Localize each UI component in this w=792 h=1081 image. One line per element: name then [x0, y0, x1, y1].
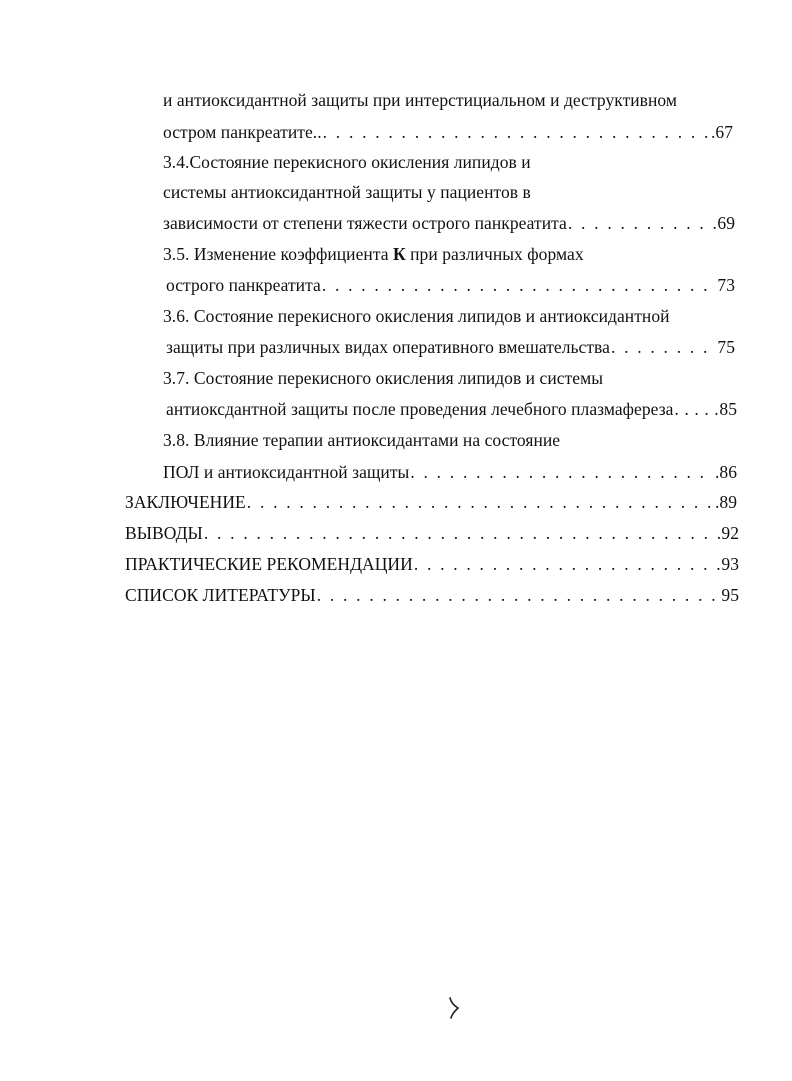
toc-page-number: .89 — [714, 492, 737, 512]
toc-entry-text: 3.7. Состояние перекисного окисления липидов и системы — [163, 368, 604, 388]
toc-entry-chapter — [125, 522, 739, 544]
toc-entry-text: ПРАКТИЧЕСКИЕ РЕКОМЕНДАЦИИ — [125, 554, 413, 574]
toc-page-number: 92 — [721, 523, 739, 543]
toc-entry-text: СПИСОК ЛИТЕРАТУРЫ — [125, 585, 316, 605]
toc-entry-text-start: 3.5. Изменение коэффициента — [163, 244, 393, 264]
toc-entry-chapter — [125, 553, 739, 575]
toc-entry-text: острого панкреатита — [166, 275, 321, 295]
toc-leader-dots — [317, 584, 721, 606]
toc-page-number: 85 — [719, 399, 737, 419]
toc-leader-dots — [410, 461, 714, 483]
toc-entry-text: 3.4.Состояние перекисного окисления липидов и — [163, 152, 531, 172]
toc-page-number: .86 — [714, 462, 737, 482]
toc-line-heading — [163, 367, 603, 389]
toc-entry-text: и антиоксидантной защиты при интерстициальном и деструктивном — [163, 90, 678, 110]
toc-entry-text: антиоксдантной защиты после проведения лечебного плазмафереза — [166, 399, 674, 419]
toc-entry-chapter — [125, 584, 739, 606]
toc-line-continuation — [163, 181, 531, 203]
toc-page-number: 69 — [717, 213, 735, 233]
toc-leader-dots — [322, 274, 717, 296]
toc-entry — [163, 121, 733, 143]
toc-entry-text: зависимости от степени тяжести острого панкреатита — [163, 213, 567, 233]
toc-entry — [166, 336, 735, 358]
toc-leader-dots — [568, 212, 717, 234]
toc-page-number: 93 — [721, 554, 739, 574]
toc-entry — [166, 274, 735, 296]
toc-line-continuation — [163, 89, 677, 111]
toc-line-heading — [163, 429, 560, 451]
toc-page-number: .67 — [710, 122, 733, 142]
toc-entry-text: 3.8. Влияние терапии антиоксидантами на состояние — [163, 430, 561, 450]
toc-entry-text: ПОЛ и антиоксидантной защиты — [163, 462, 410, 482]
toc-entry-text: ЗАКЛЮЧЕНИЕ — [125, 492, 246, 512]
toc-leader-dots — [323, 121, 710, 143]
toc-entry-text-end: при различных формах — [405, 244, 584, 264]
toc-page-number: 95 — [721, 585, 739, 605]
toc-entry-text-bold: К — [392, 244, 406, 264]
toc-entry — [163, 461, 737, 483]
toc-leader-dots — [611, 336, 716, 358]
toc-line-heading — [163, 151, 531, 173]
toc-entry — [163, 212, 735, 234]
toc-leader-dots — [247, 491, 714, 513]
handwritten-page-mark-icon — [447, 996, 461, 1020]
toc-line-heading — [163, 243, 584, 265]
toc-entry-text: 3.6. Состояние перекисного окисления липидов и антиоксидантной — [163, 306, 670, 326]
toc-leader-dots — [204, 522, 721, 544]
toc-page-number: 75 — [717, 337, 735, 357]
toc-entry-chapter — [125, 491, 737, 513]
toc-page-number: 73 — [717, 275, 735, 295]
toc-entry — [166, 398, 737, 420]
toc-entry-text: защиты при различных видах оперативного вмешательства — [166, 337, 610, 357]
toc-entry-text: остром панкреатите.. — [163, 122, 322, 142]
toc-entry-text: системы антиоксидантной защиты у пациентов в — [163, 182, 531, 202]
toc-line-heading — [163, 305, 670, 327]
toc-entry-text: ВЫВОДЫ — [125, 523, 203, 543]
toc-leader-dots — [414, 553, 721, 575]
toc-leader-dots — [675, 398, 719, 420]
